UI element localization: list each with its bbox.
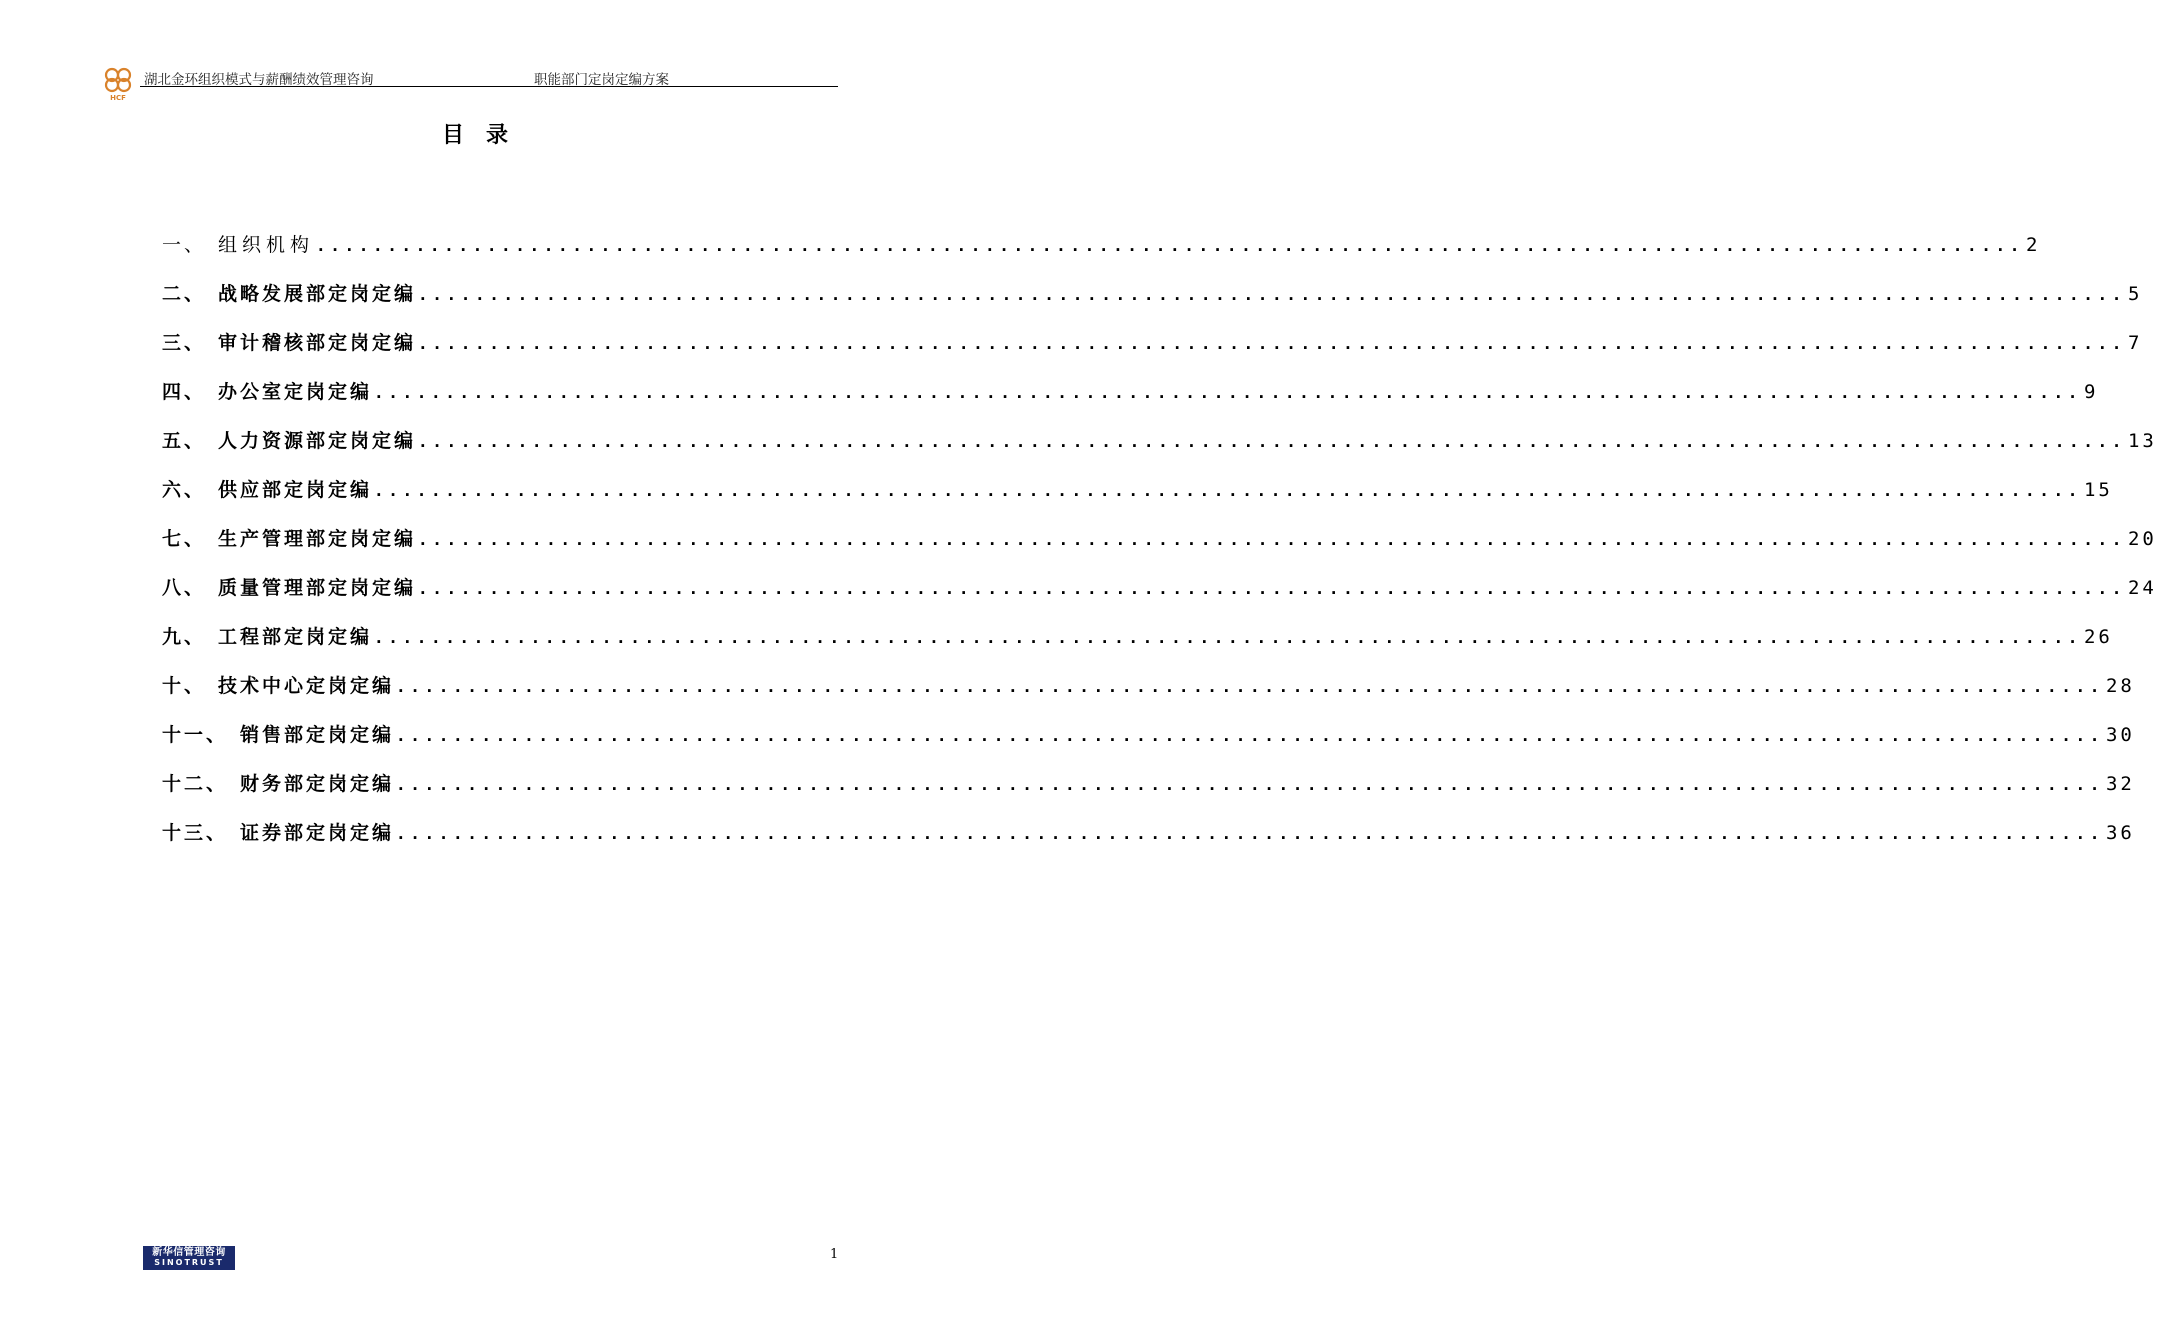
toc-entry-title: 销售部定岗定编 [240,724,395,746]
toc-entry[interactable] [162,426,2157,475]
toc-entry-number: 十、 [162,675,207,697]
company-logo-icon [100,66,138,102]
toc-dot-leader: ........................................................................................................................ [396,726,2104,745]
toc-entry-title: 办公室定岗定编 [218,381,373,403]
toc-entry-page: 9 [2083,381,2099,403]
toc-entry-number: 八、 [162,577,207,599]
toc-entry[interactable] [162,377,2099,426]
toc-entry-number: 十一、 [162,724,229,746]
toc-entry-page: 36 [2105,822,2135,844]
toc-entry[interactable] [162,230,2041,279]
toc-entry-title: 战略发展部定岗定编 [218,283,417,305]
toc-dot-leader: ........................................................................................................................ [418,432,2126,451]
toc-entry[interactable] [162,818,2135,867]
toc-entry[interactable] [162,769,2135,818]
toc-dot-leader: ........................................................................................................................ [396,824,2104,843]
toc-dot-leader: ........................................................................................................................ [316,236,2024,255]
toc-dot-leader: ........................................................................................................................ [418,285,2126,304]
toc-entry-page: 13 [2127,430,2157,452]
header-document-title: 职能部门定岗定编方案 [534,72,669,88]
table-of-contents [162,230,2157,867]
toc-dot-leader: ........................................................................................................................ [418,530,2126,549]
toc-dot-leader: ........................................................................................................................ [374,628,2082,647]
toc-dot-leader: ........................................................................................................................ [418,579,2126,598]
page-header [100,62,838,102]
toc-entry-number: 六、 [162,479,207,501]
toc-entry-page: 28 [2105,675,2135,697]
toc-entry[interactable] [162,328,2143,377]
toc-entry-number: 四、 [162,381,207,403]
toc-entry-number: 十二、 [162,773,229,795]
header-divider [140,86,838,87]
header-company-title: 湖北金环组织模式与薪酬绩效管理咨询 [144,72,374,88]
page-number: 1 [830,1247,839,1262]
toc-entry-number: 一、 [162,234,207,256]
toc-entry-number: 九、 [162,626,207,648]
page-title: 目录 [441,123,530,148]
toc-entry-page: 26 [2083,626,2113,648]
toc-entry[interactable] [162,720,2135,769]
toc-dot-leader: ........................................................................................................................ [396,775,2104,794]
toc-entry[interactable] [162,524,2157,573]
toc-entry-page: 20 [2127,528,2157,550]
toc-entry-title: 组织机构 [218,234,315,256]
toc-entry[interactable] [162,475,2113,524]
toc-entry-title: 财务部定岗定编 [240,773,395,795]
toc-entry[interactable] [162,573,2157,622]
toc-dot-leader: ........................................................................................................................ [374,383,2082,402]
toc-entry-number: 五、 [162,430,207,452]
company-logo-text: HCF [110,94,126,102]
toc-entry[interactable] [162,622,2113,671]
toc-entry-number: 七、 [162,528,207,550]
toc-entry-page: 7 [2127,332,2143,354]
footer-logo-chinese: 新华信管理咨询 [152,1247,226,1258]
toc-entry-page: 24 [2127,577,2157,599]
toc-entry-number: 十三、 [162,822,229,844]
toc-entry-page: 30 [2105,724,2135,746]
toc-entry-page: 32 [2105,773,2135,795]
toc-entry-page: 15 [2083,479,2113,501]
toc-entry-title: 工程部定岗定编 [218,626,373,648]
toc-entry-title: 证券部定岗定编 [240,822,395,844]
toc-entry-title: 生产管理部定岗定编 [218,528,417,550]
toc-entry-number: 二、 [162,283,207,305]
toc-entry-number: 三、 [162,332,207,354]
footer-logo [143,1246,235,1270]
toc-dot-leader: ........................................................................................................................ [396,677,2104,696]
toc-entry-title: 技术中心定岗定编 [218,675,395,697]
toc-entry-page: 5 [2127,283,2143,305]
toc-entry[interactable] [162,279,2143,328]
toc-entry-page: 2 [2025,234,2041,256]
toc-entry-title: 审计稽核部定岗定编 [218,332,417,354]
footer-logo-english: SINOTRUST [154,1258,224,1267]
toc-entry-title: 供应部定岗定编 [218,479,373,501]
toc-dot-leader: ........................................................................................................................ [374,481,2082,500]
toc-entry-title: 质量管理部定岗定编 [218,577,417,599]
toc-dot-leader: ........................................................................................................................ [418,334,2126,353]
toc-entry[interactable] [162,671,2135,720]
toc-entry-title: 人力资源部定岗定编 [218,430,417,452]
